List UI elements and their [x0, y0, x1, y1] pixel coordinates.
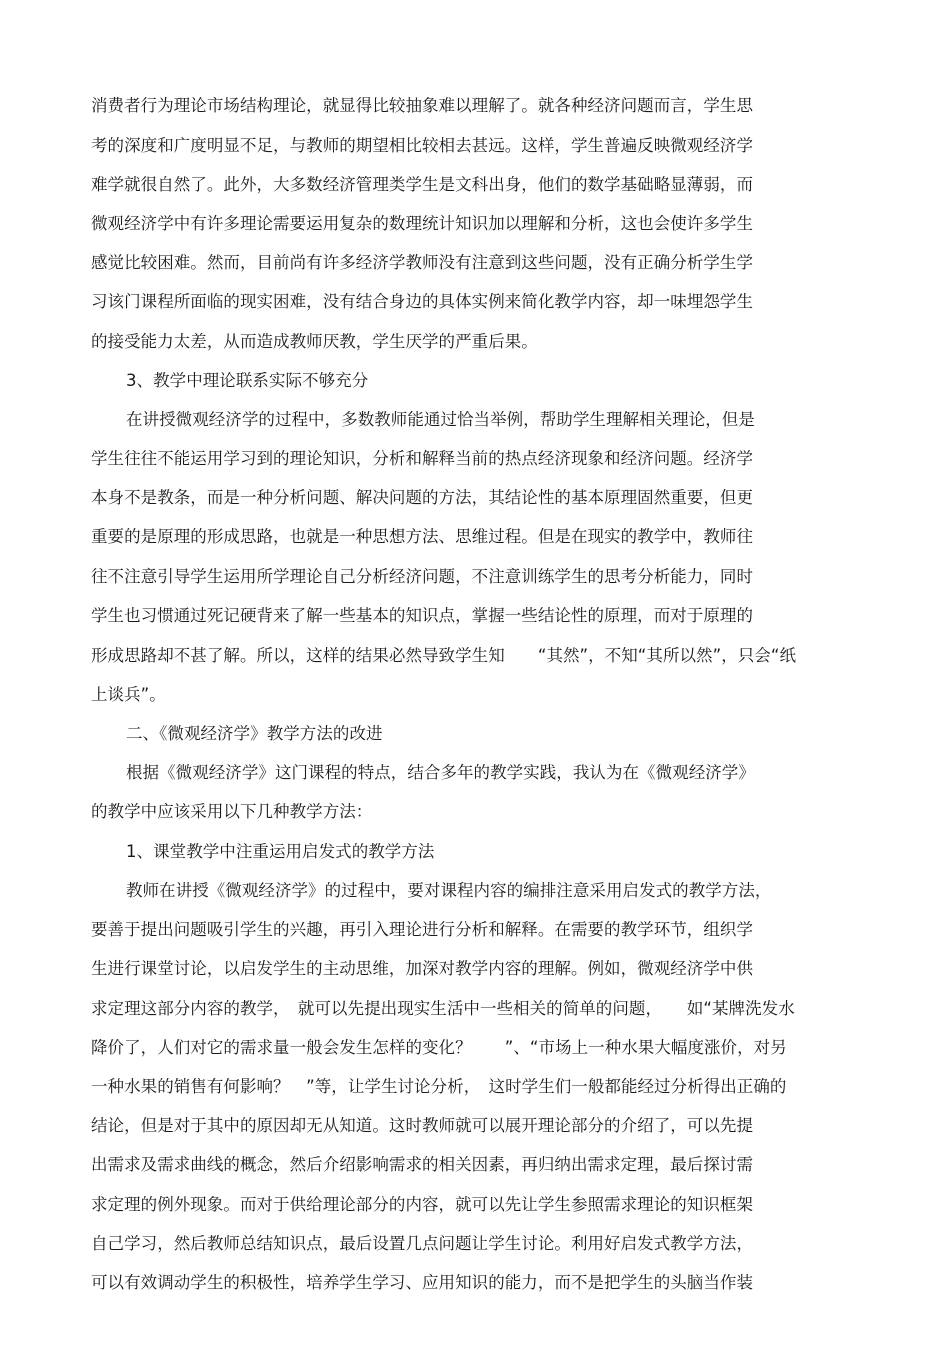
text-line: 学生往往不能运用学习到的理论知识，分析和解释当前的热点经济现象和经济问题。经济学 — [91, 449, 753, 468]
text-line: 的教学中应该采用以下几种教学方法： — [91, 802, 373, 821]
text-line: 重要的是原理的形成思路，也就是一种思想方法、思维过程。但是在现实的教学中，教师往 — [91, 527, 753, 546]
text-line: 一种水果的销售有何影响？ ”等，让学生讨论分析， 这时学生们一般都能经过分析得出正确的 — [91, 1077, 787, 1096]
text-line: 上谈兵”。 — [91, 685, 166, 704]
text-line: 根据《微观经济学》这门课程的特点，结合多年的教学实践，我认为在《微观经济学》 — [126, 763, 755, 782]
text-line: 自己学习，然后教师总结知识点，最后设置几点问题让学生讨论。利用好启发式教学方法， — [91, 1234, 753, 1253]
text-line: 求定理这部分内容的教学， 就可以先提出现实生活中一些相关的简单的问题， 如“某牌洗发水 — [91, 999, 795, 1018]
text-line: 要善于提出问题吸引学生的兴趣，再引入理论进行分析和解释。在需要的教学环节，组织学 — [91, 920, 753, 939]
text-line: 消费者行为理论市场结构理论，就显得比较抽象难以理解了。就各种经济问题而言，学生思 — [91, 96, 753, 115]
text-line: 降价了，人们对它的需求量一般会发生怎样的变化？ ”、“市场上一种水果大幅度涨价，对另 — [91, 1038, 787, 1057]
text-line: 难学就很自然了。此外，大多数经济管理类学生是文科出身，他们的数学基础略显薄弱，而 — [91, 175, 753, 194]
text-line: 出需求及需求曲线的概念，然后介绍影响需求的相关因素，再归纳出需求定理，最后探讨需 — [91, 1155, 753, 1174]
text-line: 生进行课堂讨论，以启发学生的主动思维，加深对教学内容的理解。例如，微观经济学中供 — [91, 959, 753, 978]
text-line: 的接受能力太差，从而造成教师厌教，学生厌学的严重后果。 — [91, 332, 538, 351]
text-line: 形成思路却不甚了解。所以，这样的结果必然导致学生知 “其然”，不知“其所以然”，只会“纸 — [91, 646, 796, 665]
section-heading: 3、教学中理论联系实际不够充分 — [126, 371, 369, 390]
text-line: 本身不是教条，而是一种分析问题、解决问题的方法，其结论性的基本原理固然重要，但更 — [91, 488, 753, 507]
text-line: 往不注意引导学生运用所学理论自己分析经济问题，不注意训练学生的思考分析能力，同时 — [91, 567, 753, 586]
text-line: 在讲授微观经济学的过程中，多数教师能通过恰当举例，帮助学生理解相关理论，但是 — [126, 410, 755, 429]
text-line: 教师在讲授《微观经济学》的过程中，要对课程内容的编排注意采用启发式的教学方法， — [126, 881, 772, 900]
text-line: 结论，但是对于其中的原因却无从知道。这时教师就可以展开理论部分的介绍了，可以先提 — [91, 1116, 753, 1135]
text-line: 学生也习惯通过死记硬背来了解一些基本的知识点，掌握一些结论性的原理，而对于原理的 — [91, 606, 753, 625]
text-line: 考的深度和广度明显不足，与教师的期望相比较相去甚远。这样，学生普遍反映微观经济学 — [91, 136, 753, 155]
text-line: 可以有效调动学生的积极性，培养学生学习、应用知识的能力，而不是把学生的头脑当作装 — [91, 1273, 753, 1292]
text-line: 习该门课程所面临的现实困难，没有结合身边的具体实例来简化教学内容，却一味埋怨学生 — [91, 292, 753, 311]
text-line: 微观经济学中有许多理论需要运用复杂的数理统计知识加以理解和分析，这也会使许多学生 — [91, 214, 753, 233]
section-heading: 二、《微观经济学》教学方法的改进 — [126, 724, 383, 743]
text-line: 感觉比较困难。然而，目前尚有许多经济学教师没有注意到这些问题，没有正确分析学生学 — [91, 253, 753, 272]
text-line: 求定理的例外现象。而对于供给理论部分的内容，就可以先让学生参照需求理论的知识框架 — [91, 1195, 753, 1214]
section-heading: 1、课堂教学中注重运用启发式的教学方法 — [126, 842, 435, 861]
